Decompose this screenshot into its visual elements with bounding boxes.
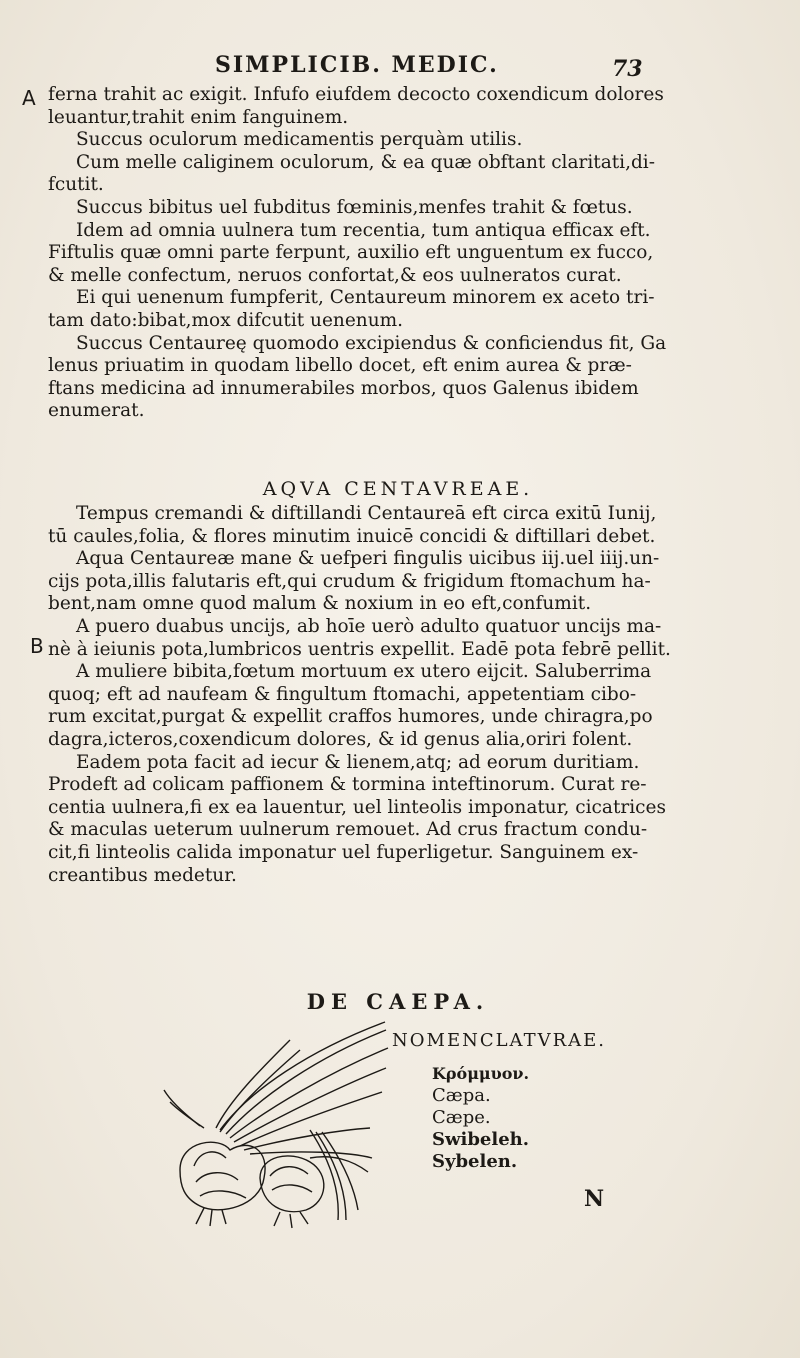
text-line: Prodeft ad colicam paffionem & tormina inteftinorum. Curat re- xyxy=(48,774,647,796)
german-name: Sybelen. xyxy=(432,1151,518,1172)
text-line: Eadem pota facit ad iecur & lienem,atq; ad eorum duritiam. xyxy=(76,751,640,773)
text-line: leuantur,trahit enim fanguinem. xyxy=(48,106,349,128)
text-line: ferna trahit ac exigit. Infufo eiufdem decocto coxendicum dolores xyxy=(48,84,664,105)
greek-name: Κρόμμυον. xyxy=(432,1064,530,1083)
latin-name: Cæpe. xyxy=(432,1107,491,1128)
text-line: & maculas ueterum uulnerum remouet. Ad crus fractum condu- xyxy=(48,819,648,841)
text-line: bent,nam omne quod malum & noxium in eo eft,confumit. xyxy=(48,593,592,615)
text-line: enumerat. xyxy=(48,400,145,422)
section-heading-aqua: AQVA CENTAVREAE. xyxy=(262,478,534,500)
text-line: creantibus medetur. xyxy=(48,864,237,886)
text-line: A puero duabus uncijs, ab hoīe uerò adulto quatuor uncijs ma- xyxy=(76,615,662,637)
page-number: 73 xyxy=(612,56,643,82)
text-line: Cum melle caliginem oculorum, & ea quæ obftant claritati,di- xyxy=(76,151,655,173)
text-line: dagra,icteros,coxendicum dolores, & id genus alia,oriri folent. xyxy=(48,728,633,750)
text-line: Succus bibitus uel fubditus fœminis,menfes trahit & fœtus. xyxy=(76,196,633,218)
text-line: fcutit. xyxy=(48,174,104,196)
text-line: Idem ad omnia uulnera tum recentia, tum antiqua efficax eft. xyxy=(76,219,651,241)
latin-name: Cæpa. xyxy=(432,1085,491,1106)
text-line: Succus Centaureę quomodo excipiendus & conficiendus fit, Ga xyxy=(76,332,667,354)
text-line: rum excitat,purgat & expellit craffos humores, unde chiragra,po xyxy=(48,706,653,728)
text-line: quoq; eft ad naufeam & fingultum ftomachi, appetentiam cibo- xyxy=(48,683,637,705)
text-line: & melle confectum, neruos confortat,& eos uulneratos curat. xyxy=(48,264,622,286)
text-line: tū caules,folia, & flores minutim inuicē concidi & diftillari debet. xyxy=(48,525,656,547)
text-line: lenus priuatim in quodam libello docet, eft enim aurea & præ- xyxy=(48,355,632,377)
nomenclature-panel xyxy=(392,1030,732,1173)
text-line: Succus oculorum medicamentis perquàm utilis. xyxy=(76,129,523,151)
margin-marker-a: A xyxy=(22,86,36,110)
text-line: Ei qui uenenum fumpferit, Centaureum minorem ex aceto tri- xyxy=(76,287,655,309)
text-line: ftans medicina ad innumerabiles morbos, quos Galenus ibidem xyxy=(48,377,639,399)
text-line: centia uulnera,fi ex ea lauentur, uel linteolis imponatur, cicatrices xyxy=(48,796,666,818)
text-block-aqua xyxy=(48,503,748,887)
text-line: cit,fi linteolis calida imponatur uel fuperligetur. Sanguinem ex- xyxy=(48,841,639,863)
nomenclature-title: NOMENCLATVRAE. xyxy=(392,1030,606,1051)
text-line: Aqua Centaureæ mane & uefperi fingulis uicibus iij.uel iiij.un- xyxy=(76,548,660,570)
text-line: Fiftulis quæ omni parte ferpunt, auxilio eft unguentum ex fucco, xyxy=(48,242,654,264)
text-line: cijs pota,illis falutaris eft,qui crudum & frigidum ftomachum ha- xyxy=(48,570,651,592)
nomenclature-list xyxy=(432,1063,732,1173)
text-line: Tempus cremandi & diftillandi Centaureā eft circa exitū Iunij, xyxy=(76,503,657,524)
text-block-centaurea xyxy=(48,84,748,423)
section-heading-caepa: DE CAEPA. xyxy=(306,989,490,1014)
margin-marker-b: B xyxy=(30,634,44,658)
german-name: Swibeleh. xyxy=(432,1129,530,1150)
text-line: A muliere bibita,fœtum mortuum ex utero eijcit. Saluberrima xyxy=(76,661,652,683)
running-head: SIMPLICIB. MEDIC. xyxy=(215,52,499,78)
text-line: nè à ieiunis pota,lumbricos uentris expellit. Eadē pota febrē pellit. xyxy=(48,638,671,660)
text-line: tam dato:bibat,mox difcutit uenenum. xyxy=(48,309,404,331)
signature-mark: N xyxy=(584,1186,605,1212)
onion-woodcut-icon xyxy=(160,1010,390,1230)
